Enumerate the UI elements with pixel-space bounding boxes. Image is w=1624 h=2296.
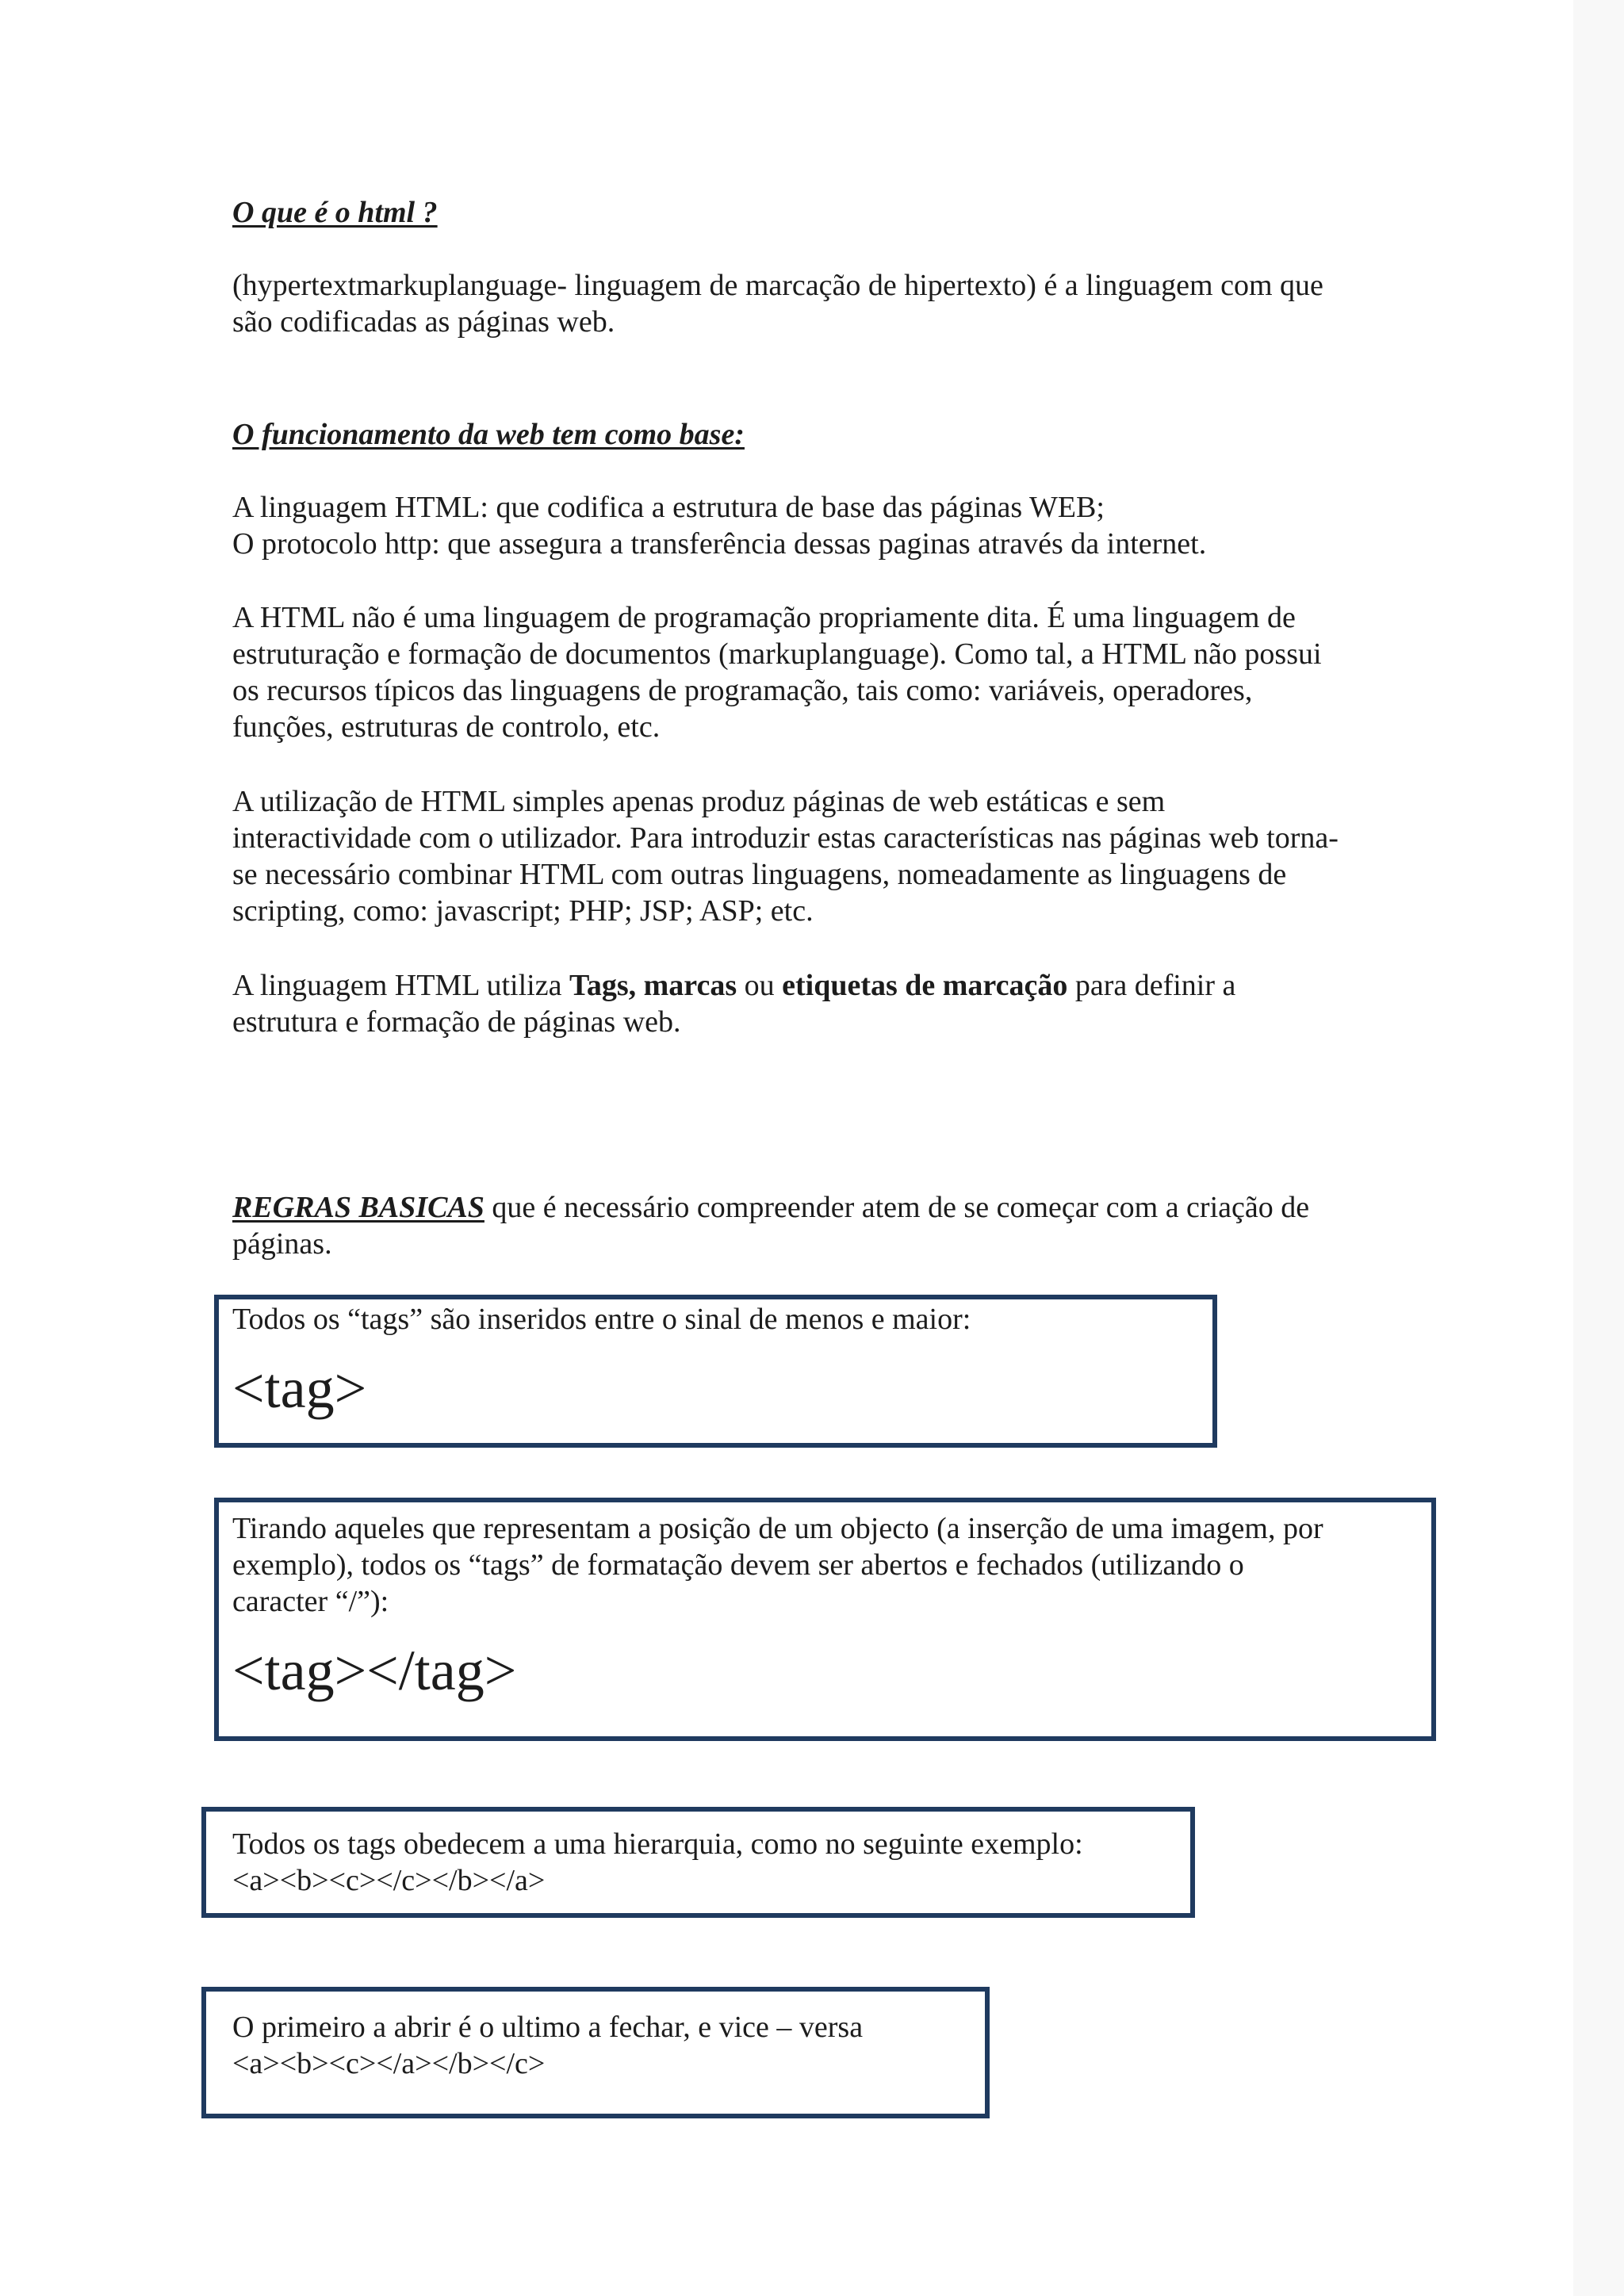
rule-box-hierarchy (201, 1807, 1195, 1918)
rule-line: exemplo), todos os “tags” de formatação devem ser abertos e fechados (utilizando o (232, 1548, 1244, 1582)
heading-web-basis: O funcionamento da web tem como base: (232, 418, 745, 451)
paragraph-not-programming (232, 599, 1398, 745)
rule-line: Tirando aqueles que representam a posição de um objecto (a inserção de uma imagem, por (232, 1512, 1323, 1545)
paragraph-line: estruturação e formação de documentos (markuplanguage). Como tal, a HTML não possui (232, 637, 1322, 671)
rule-example: <a><b><c></c></b></a> (232, 1864, 546, 1897)
heading-basic-rules: REGRAS BASICAS (232, 1191, 485, 1224)
bold-term-tags: Tags, marcas (569, 969, 737, 1002)
paragraph-text: ou (737, 969, 783, 1002)
paragraph-line: O protocolo http: que assegura a transferência dessas paginas através da internet. (232, 527, 1207, 561)
paragraph-text: para definir a (1067, 969, 1236, 1002)
paragraph-basic-rules (232, 1189, 1398, 1262)
paragraph-line: A HTML não é uma linguagem de programação propriamente dita. É uma linguagem de (232, 601, 1296, 634)
bold-term-etiquetas: etiquetas de marcação (782, 969, 1068, 1002)
paragraph-text: que é necessário compreender atem de se começar com a criação de (484, 1191, 1310, 1224)
paragraph-line: interactividade com o utilizador. Para introduzir estas características nas páginas web torna- (232, 821, 1339, 855)
rule-example: <a><b><c></a></b></c> (232, 2047, 546, 2080)
rule-box-open-close (214, 1498, 1436, 1741)
rule-text (232, 1510, 1431, 1620)
paragraph-static-pages (232, 783, 1398, 929)
rule-example: <tag> (232, 1357, 367, 1420)
rule-text: Todos os tags obedecem a uma hierarquia, como no seguinte exemplo: (232, 1827, 1083, 1861)
rule-box-tag-syntax (214, 1295, 1217, 1448)
paragraph-line: estrutura e formação de páginas web. (232, 1005, 681, 1039)
paragraph-line: A linguagem HTML: que codifica a estrutura de base das páginas WEB; (232, 491, 1105, 524)
paragraph-line: A utilização de HTML simples apenas produz páginas de web estáticas e sem (232, 785, 1166, 818)
paragraph-line: funções, estruturas de controlo, etc. (232, 710, 661, 744)
rule-text: Todos os “tags” são inseridos entre o sinal de menos e maior: (232, 1303, 971, 1336)
rule-example: <tag></tag> (232, 1639, 517, 1702)
paragraph-line: (hypertextmarkuplanguage- linguagem de marcação de hipertexto) é a linguagem com que (232, 269, 1323, 302)
paragraph-text: A linguagem HTML utiliza (232, 969, 569, 1002)
paragraph-definition (232, 267, 1398, 340)
paragraph-tags (232, 967, 1398, 1040)
page-edge-shade (1573, 0, 1624, 2296)
heading-what-is-html: O que é o html ? (232, 196, 438, 229)
rule-text: O primeiro a abrir é o ultimo a fechar, e vice – versa (232, 2011, 864, 2044)
paragraph-line: scripting, como: javascript; PHP; JSP; ASP; etc. (232, 894, 814, 928)
paragraph-line: são codificadas as páginas web. (232, 305, 615, 339)
paragraph-line: páginas. (232, 1227, 332, 1261)
paragraph-line: os recursos típicos das linguagens de programação, tais como: variáveis, operadores, (232, 674, 1253, 707)
paragraph-basis-list (232, 489, 1398, 562)
rule-box-first-last (201, 1987, 990, 2118)
paragraph-line: se necessário combinar HTML com outras linguagens, nomeadamente as linguagens de (232, 858, 1287, 891)
rule-line: caracter “/”): (232, 1585, 389, 1618)
